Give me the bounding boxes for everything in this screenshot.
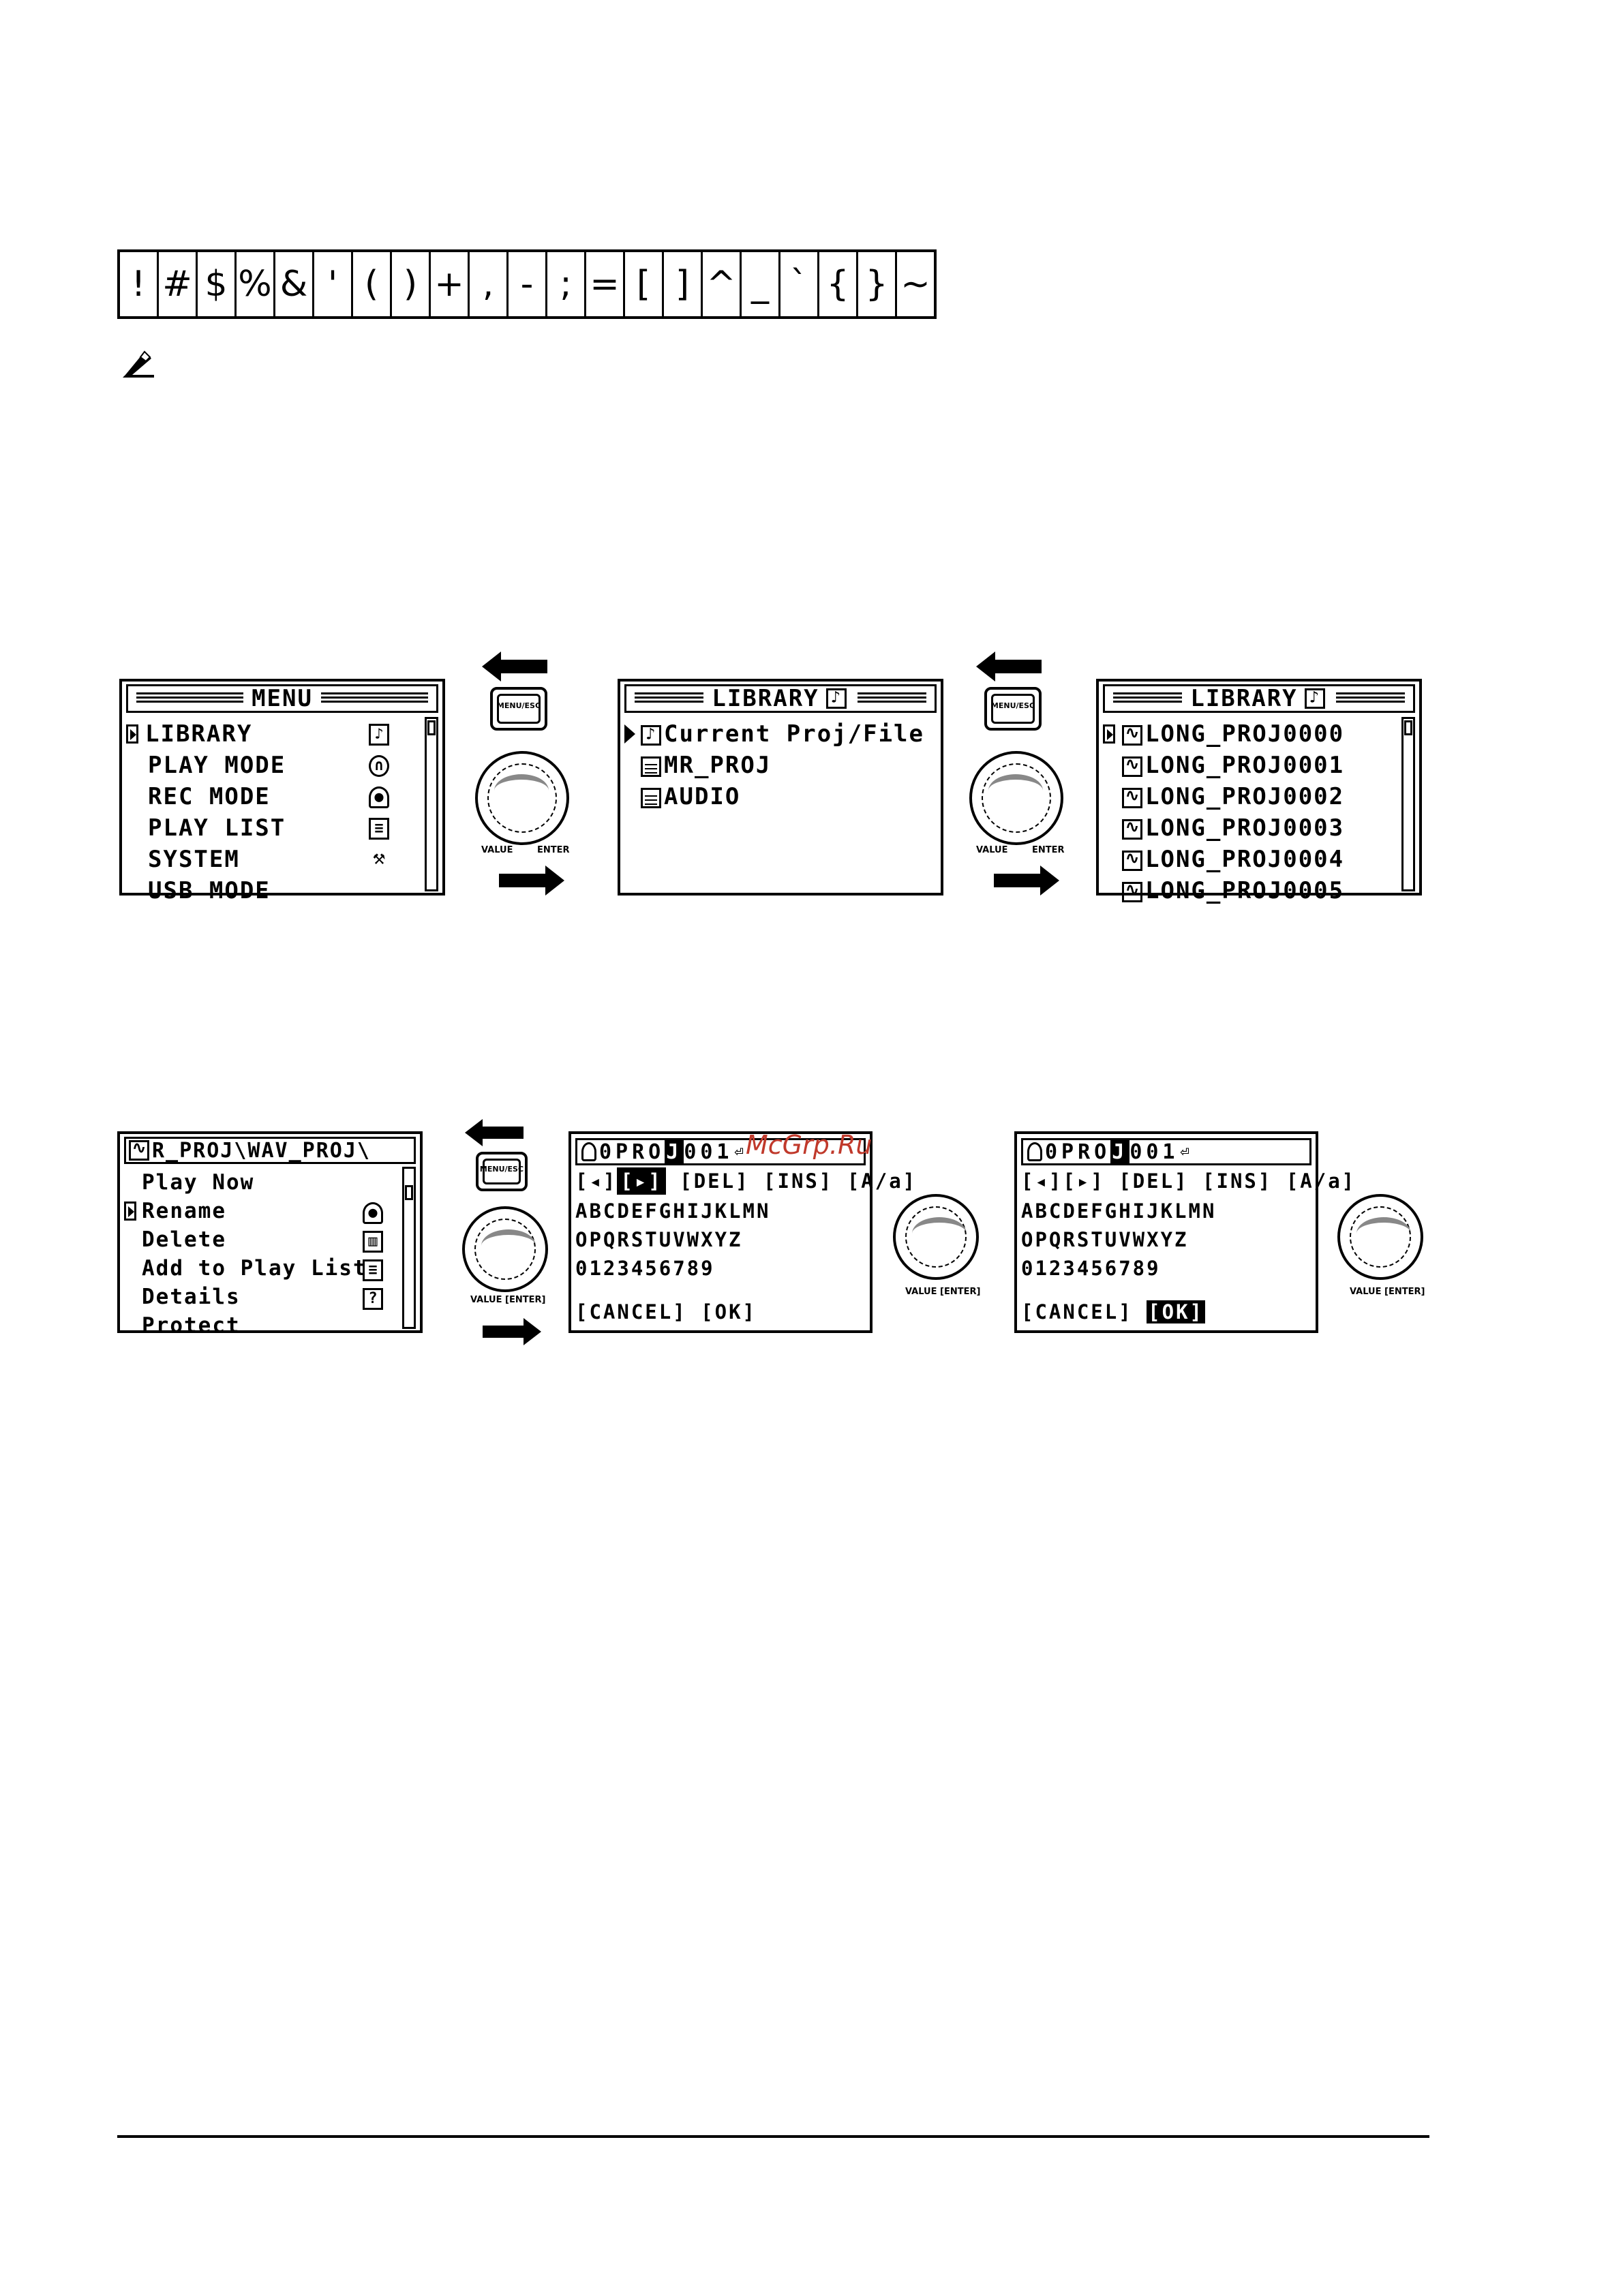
file-path-bar <box>124 1137 416 1164</box>
char-cell: $ <box>196 252 234 316</box>
cancel-button[interactable]: [CANCEL] <box>1021 1300 1133 1323</box>
cursor-left-button[interactable]: [◂] <box>1021 1169 1063 1193</box>
char-cell: ] <box>662 252 701 316</box>
enter-label: ENTER <box>1032 845 1065 855</box>
char-cell: ` <box>778 252 817 316</box>
delete-trash-icon: ▥ <box>363 1231 383 1253</box>
ok-button[interactable]: [OK] <box>1148 1300 1204 1323</box>
library-title: LIBRARY <box>712 685 819 712</box>
library-scrollbar[interactable] <box>1401 717 1415 891</box>
forward-arrow-icon <box>498 864 566 897</box>
library-title: LIBRARY <box>1190 685 1298 712</box>
enter-mark-icon: ⏎ <box>734 1143 748 1161</box>
back-arrow-icon <box>464 1118 525 1148</box>
wave-file-icon <box>1122 819 1142 840</box>
system-tools-icon: ⚒ <box>372 846 386 870</box>
keyboard-row-letters-2[interactable]: OPQRSTUVWXYZ <box>1021 1228 1189 1251</box>
menu-screen-title-bar <box>126 684 438 713</box>
delete-char-button[interactable]: [DEL] <box>1119 1169 1189 1193</box>
char-cell: # <box>157 252 196 316</box>
keyboard-row-digits[interactable]: 0123456789 <box>1021 1257 1161 1280</box>
wave-file-icon <box>1122 725 1142 746</box>
library-screen-2: LIBRARY ♪ ∿LONG_PROJ0000 ∿LONG_PROJ0001 ∿LONG_PROJ0002 ∿LONG_PROJ0003 ∿LONG_PROJ0004 ∿LONG_PROJ0005 <box>1096 679 1422 896</box>
menu-esc-button[interactable]: MENU/ESC <box>490 687 547 731</box>
file-path: R_PROJ\WAV_PROJ\ <box>152 1138 371 1163</box>
value-dial[interactable] <box>475 751 569 845</box>
back-arrow-icon <box>481 650 549 683</box>
char-cell: } <box>856 252 895 316</box>
insert-char-button[interactable]: [INS] <box>763 1169 834 1193</box>
menu-scrollbar[interactable] <box>425 717 438 891</box>
rename-name-field[interactable]: 0PRO J 001 ⏎ <box>575 1138 866 1165</box>
rename-nav-row <box>575 1169 917 1193</box>
folder-icon <box>641 788 661 808</box>
rename-name-field[interactable]: 0PRO J 001 ⏎ <box>1021 1138 1311 1165</box>
library-screen-1: LIBRARY ♪ ♪Current Proj/File MR_PROJ AUDIO <box>618 679 943 896</box>
value-dial[interactable] <box>893 1194 979 1280</box>
library-note-icon <box>826 688 847 709</box>
folder-icon <box>641 756 661 777</box>
rename-nav-row <box>1021 1169 1356 1193</box>
char-cell: ~ <box>895 252 934 316</box>
text-cursor: J <box>666 1139 683 1164</box>
library-title-bar <box>624 684 937 713</box>
menu-screen-title: MENU <box>252 685 313 712</box>
library-title-bar <box>1103 684 1415 713</box>
char-cell: ! <box>131 264 146 305</box>
rename-microphone-icon: ● <box>363 1202 383 1224</box>
library-note-icon <box>1305 688 1325 709</box>
char-cell: _ <box>740 252 778 316</box>
wave-file-icon <box>1122 851 1142 871</box>
value-dial[interactable] <box>1337 1194 1423 1280</box>
forward-arrow-icon <box>992 864 1061 897</box>
file-menu-screen: ∿ R_PROJ\WAV_PROJ\ Play Now Rename Delete Add to Play List Details Protect ● ▥ ≡ ? <box>117 1131 423 1333</box>
library-note-icon: ♪ <box>369 724 389 746</box>
allowed-characters-table <box>117 249 937 319</box>
case-toggle-button[interactable]: [A/a] <box>847 1169 917 1193</box>
enter-label: ENTER <box>537 845 570 855</box>
menu-scroll-thumb[interactable] <box>427 720 436 735</box>
wave-file-icon <box>1122 756 1142 777</box>
selection-cursor-icon <box>624 724 635 744</box>
file-menu-scroll-thumb[interactable] <box>405 1185 413 1200</box>
char-cell: ) <box>390 252 429 316</box>
text-cursor: J <box>1112 1139 1129 1164</box>
menu-screen: MENU LIBRARY PLAY MODE REC MODE PLAY LIST SYSTEM USB MODE ♪ ∩ ● ≡ ⚒ <box>119 679 445 896</box>
value-label: VALUE <box>976 845 1008 855</box>
play-mode-headphones-icon: ∩ <box>369 755 389 777</box>
pencil-note-icon <box>120 348 157 380</box>
watermark: McGrp.Ru <box>746 1130 873 1160</box>
char-cell: { <box>817 252 856 316</box>
wave-file-icon <box>129 1140 149 1161</box>
char-cell: = <box>584 252 623 316</box>
char-cell: ( <box>351 252 390 316</box>
keyboard-row-digits[interactable]: 0123456789 <box>575 1257 715 1280</box>
forward-arrow-icon <box>481 1317 543 1347</box>
menu-esc-button[interactable]: MENU/ESC <box>476 1152 528 1191</box>
cursor-left-button[interactable]: [◂] <box>575 1169 618 1193</box>
selection-cursor-icon <box>124 1201 136 1221</box>
selection-cursor-icon <box>1103 724 1115 744</box>
value-enter-label: VALUE [ENTER] <box>905 1287 981 1297</box>
add-to-play-list-icon: ≡ <box>363 1259 383 1281</box>
char-cell: + <box>429 252 468 316</box>
rename-action-row <box>575 1300 757 1323</box>
details-question-icon: ? <box>363 1288 383 1310</box>
value-enter-label: VALUE [ENTER] <box>470 1295 546 1305</box>
rename-action-row <box>1021 1300 1205 1323</box>
value-dial[interactable] <box>969 751 1063 845</box>
char-cell: & <box>273 252 312 316</box>
value-label: VALUE <box>481 845 513 855</box>
ok-button[interactable]: [OK] <box>701 1300 757 1323</box>
wave-file-icon <box>1122 788 1142 808</box>
char-cell: % <box>234 252 273 316</box>
microphone-icon <box>1027 1142 1042 1161</box>
library-scroll-thumb[interactable] <box>1404 720 1412 735</box>
rename-screen-2 <box>1014 1131 1356 1333</box>
play-list-document-icon: ≡ <box>369 818 389 840</box>
selection-cursor-icon <box>126 724 138 744</box>
back-arrow-icon <box>975 650 1043 683</box>
char-cell: ^ <box>701 252 740 316</box>
delete-char-button[interactable]: [DEL] <box>680 1169 750 1193</box>
keyboard-row-letters-2[interactable]: OPQRSTUVWXYZ <box>575 1228 743 1251</box>
file-menu-scrollbar[interactable] <box>402 1167 416 1329</box>
char-cell: , <box>468 252 506 316</box>
char-cell: ' <box>312 252 351 316</box>
note-file-icon <box>641 725 661 746</box>
char-cell: - <box>506 252 545 316</box>
rec-mode-microphone-icon: ● <box>369 786 389 808</box>
cursor-right-button[interactable]: [▸] <box>617 1167 665 1195</box>
insert-char-button[interactable]: [INS] <box>1202 1169 1273 1193</box>
cancel-button[interactable]: [CANCEL] <box>575 1300 687 1323</box>
enter-mark-icon: ⏎ <box>1180 1143 1194 1161</box>
char-cell: ; <box>545 252 584 316</box>
cursor-right-button[interactable]: [▸] <box>1063 1169 1105 1193</box>
rename-screen-1 <box>568 1131 917 1333</box>
keyboard-row-letters-1[interactable]: ABCDEFGHIJKLMN <box>1021 1199 1217 1223</box>
char-cell: [ <box>623 252 662 316</box>
value-dial[interactable] <box>462 1206 548 1292</box>
wave-file-icon <box>1122 882 1142 902</box>
microphone-icon <box>581 1142 596 1161</box>
value-enter-label: VALUE [ENTER] <box>1350 1287 1425 1297</box>
keyboard-row-letters-1[interactable]: ABCDEFGHIJKLMN <box>575 1199 771 1223</box>
case-toggle-button[interactable]: [A/a] <box>1286 1169 1356 1193</box>
page-footer-rule <box>117 2135 1429 2138</box>
menu-esc-button[interactable]: MENU/ESC <box>984 687 1042 731</box>
